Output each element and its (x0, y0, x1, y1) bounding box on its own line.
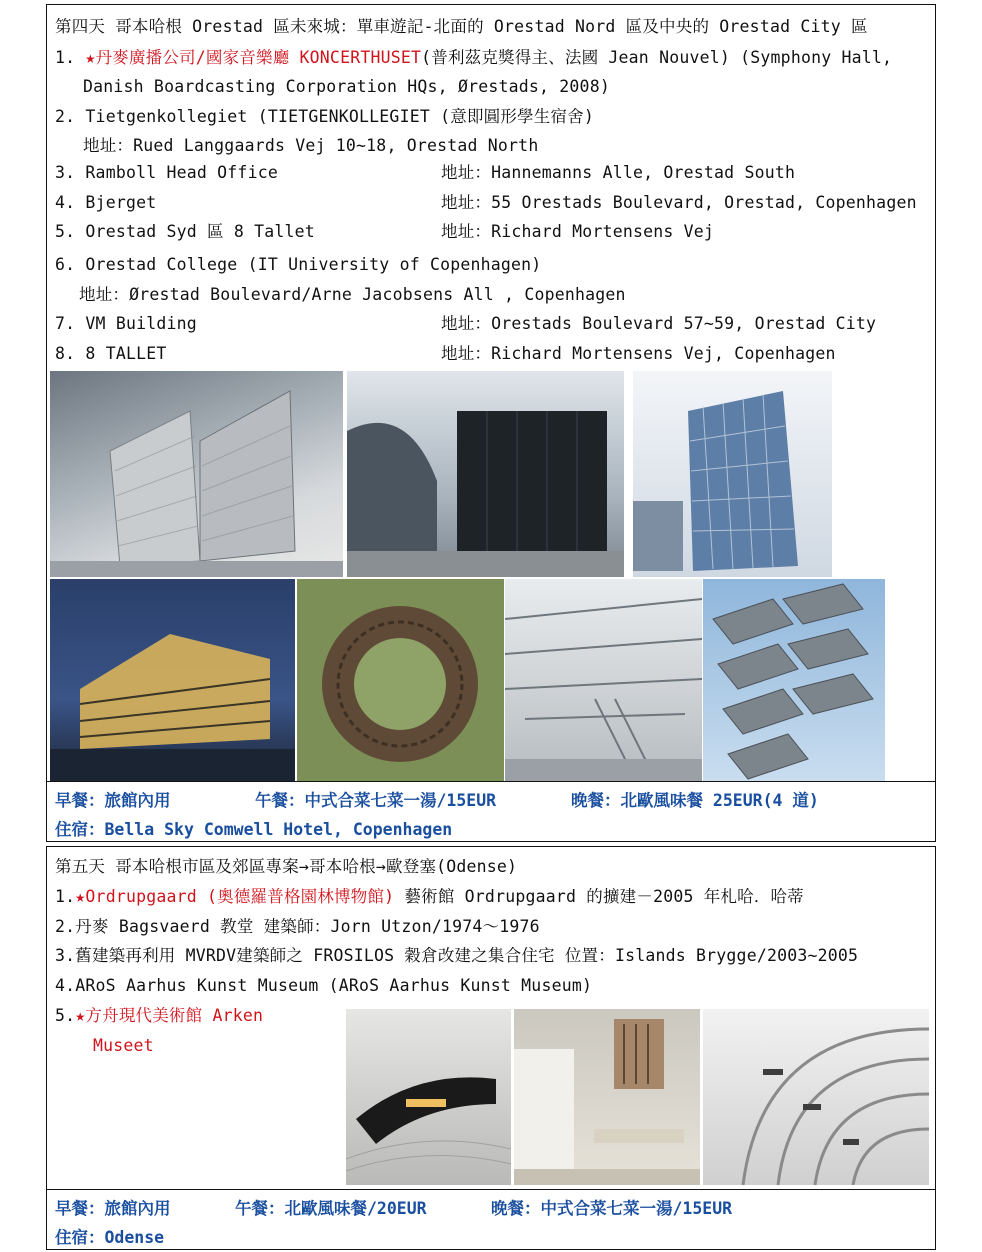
item-highlight: Ordrupgaard (奧德羅普格園林博物館) (85, 887, 395, 906)
day5-title: 第五天 哥本哈根市區及郊區專案→哥本哈根→歐登塞(Odense) (55, 857, 518, 876)
day4-hotel: 住宿：Bella Sky Comwell Hotel, Copenhagen (55, 820, 453, 839)
photo-vm-atrium (505, 579, 702, 781)
address: 地址：Orestads Boulevard 57~59, Orestad City (441, 314, 877, 333)
church-illustration (514, 1009, 700, 1185)
day4-item-2: 2. Tietgenkollegiet (TIETGENKOLLEGIET (意即圓形學生宿舍) (55, 107, 594, 126)
day4-item-3: 3. Ramboll Head Office 地址：Hannemanns Alle, Orestad South (55, 163, 796, 182)
atrium-illustration (505, 579, 702, 781)
day5-item-1: 1.★Ordrupgaard (奧德羅普格園林博物館) 藝術館 Ordrupgaard 的擴建－2005 年札哈．哈蒂 (55, 887, 804, 906)
day4-item-6: 6. Orestad College (IT University of Copenhagen) (55, 255, 542, 274)
photo-vm-building (703, 579, 885, 781)
star-icon: ★ (75, 1006, 86, 1025)
day4-breakfast: 早餐：旅館內用 (55, 791, 171, 810)
day5-item-5-cont: Museet (93, 1036, 154, 1055)
address: 地址：Richard Mortensens Vej, Copenhagen (441, 344, 836, 363)
aros-illustration (703, 1009, 929, 1185)
day5-breakfast: 早餐：旅館內用 (55, 1199, 171, 1218)
photo-tietgenkollegiet (297, 579, 504, 781)
day4-item-1-cont: Danish Boardcasting Corporation HQs, Ørestads, 2008) (83, 77, 610, 96)
photo-ordrupgaard-model (346, 1009, 511, 1185)
day4-item-8: 8. 8 TALLET 地址：Richard Mortensens Vej, Copenhagen (55, 344, 836, 363)
photo-bella-sky-hotel (50, 371, 343, 577)
day4-item-1: 1. ★丹麥廣播公司/國家音樂廳 KONCERTHUSET(普利茲克獎得主、法國 Jean Nouvel) (Symphony Hall, (55, 48, 893, 67)
photo-koncerthuset (347, 371, 624, 577)
photo-orestad-college (50, 579, 295, 781)
item-highlight: 方舟現代美術館 Arken (85, 1006, 264, 1025)
day4-item-2-address: 地址：Rued Langgaards Vej 10~18, Orestad North (83, 136, 539, 155)
photo-bagsvaerd-church (514, 1009, 700, 1185)
address: 地址：55 Orestads Boulevard, Orestad, Copenhagen (441, 193, 917, 212)
vm-illustration (703, 579, 885, 781)
day5-lunch: 午餐：北歐風味餐/20EUR (235, 1199, 427, 1218)
day4-item-6-address: 地址：Ørestad Boulevard/Arne Jacobsens All , Copenhagen (79, 285, 626, 304)
koncerthuset-illustration (347, 371, 624, 577)
day5-item-5: 5.★方舟現代美術館 Arken (55, 1006, 264, 1025)
day4-item-4: 4. Bjerget 地址：55 Orestads Boulevard, Orestad, Copenhagen (55, 193, 917, 212)
day4-dinner: 晚餐：北歐風味餐 25EUR(4 道) (571, 791, 819, 810)
bella-sky-illustration (50, 371, 343, 577)
ordrupgaard-illustration (346, 1009, 511, 1185)
college-illustration (50, 579, 295, 781)
item-highlight: 丹麥廣播公司/國家音樂廳 KONCERTHUSET (95, 48, 422, 67)
tietgen-illustration (297, 579, 504, 781)
photo-aros-museum (703, 1009, 929, 1185)
day4-item-7: 7. VM Building 地址：Orestads Boulevard 57~59, Orestad City (55, 314, 877, 333)
day4-item-5: 5. Orestad Syd 區 8 Tallet 地址：Richard Mortensens Vej (55, 222, 715, 241)
day4-section (46, 4, 936, 842)
day5-hotel: 住宿：Odense (55, 1228, 165, 1247)
address: 地址：Hannemanns Alle, Orestad South (441, 163, 796, 182)
star-icon: ★ (85, 48, 96, 67)
star-icon: ★ (75, 887, 86, 906)
day4-lunch: 午餐：中式合菜七菜一湯/15EUR (255, 791, 497, 810)
ramboll-illustration (633, 371, 832, 577)
day4-title: 第四天 哥本哈根 Orestad 區未來城：單車遊記-北面的 Orestad Nord 區及中央的 Orestad City 區 (55, 17, 868, 36)
day5-section (46, 846, 936, 1250)
address: 地址：Richard Mortensens Vej (441, 222, 715, 241)
day5-dinner: 晚餐：中式合菜七菜一湯/15EUR (491, 1199, 733, 1218)
photo-ramboll-office (633, 371, 832, 577)
day5-item-2: 2.丹麥 Bagsvaerd 教堂 建築師：Jorn Utzon/1974～1976 (55, 917, 540, 936)
day5-item-3: 3.舊建築再利用 MVRDV建築師之 FROSILOS 穀倉改建之集合住宅 位置：Islands Brygge/2003~2005 (55, 946, 859, 965)
day5-item-4: 4.ARoS Aarhus Kunst Museum (ARoS Aarhus Kunst Museum) (55, 976, 593, 995)
